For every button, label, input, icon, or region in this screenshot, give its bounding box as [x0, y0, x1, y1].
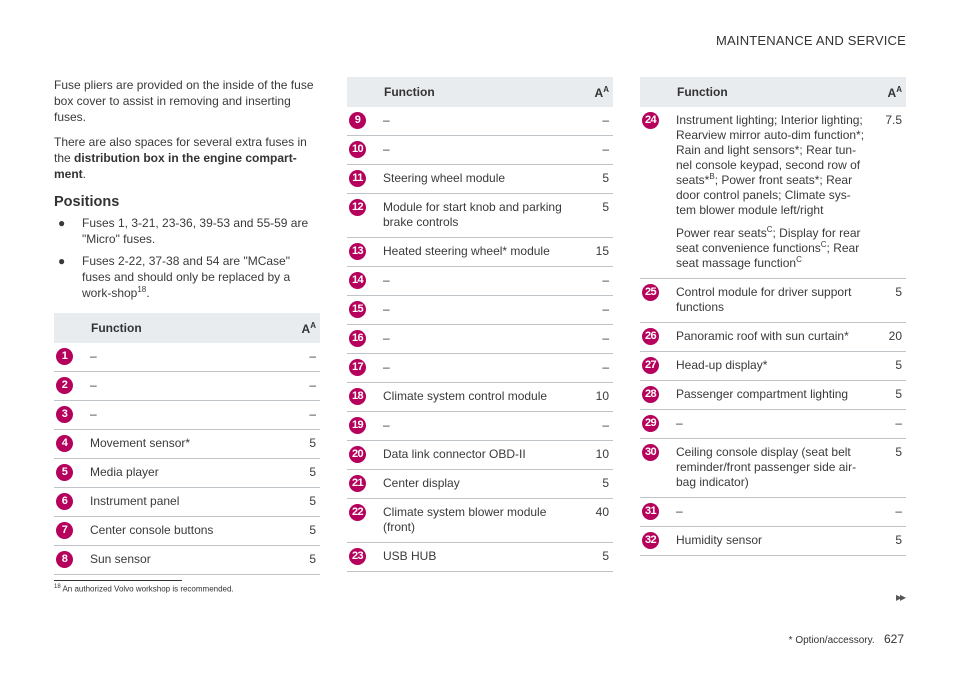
fuse-amperage: –: [574, 136, 613, 165]
fuse-number-cell: [347, 412, 383, 441]
fuse-amperage: –: [574, 296, 613, 325]
fuse-number-badge: 4: [56, 435, 73, 452]
fuse-amperage: 40: [574, 499, 613, 543]
fuse-row: [347, 470, 613, 499]
fuse-number-badge: 10: [349, 141, 366, 158]
table-note-ref: C: [796, 255, 802, 264]
fuse-row: [54, 372, 320, 401]
fuse-function: –: [383, 412, 574, 441]
fuse-number-cell: [54, 343, 90, 372]
fuse-number-badge: 22: [349, 504, 366, 521]
fuse-number-badge: 11: [349, 170, 366, 187]
header-number-cell: [54, 313, 90, 343]
header-amperage-note: A: [603, 84, 609, 94]
table-header-row: [54, 313, 320, 343]
bullet-icon: ●: [58, 216, 66, 230]
right-column: [640, 77, 906, 556]
fuse-function: Ceiling console display (seat belt reminder/front passenger side air-bag indicator): [676, 439, 867, 498]
fuse-row: [347, 543, 613, 572]
fuse-function: Data link connector OBD-II: [383, 441, 574, 470]
header-amperage-note: A: [896, 84, 902, 94]
fuse-row: [640, 527, 906, 556]
fuse-function: Media player: [90, 459, 281, 488]
fuse-function: [676, 107, 867, 279]
fuse-number-cell: [347, 441, 383, 470]
fuse-number-cell: [347, 383, 383, 412]
fuse-row: [347, 383, 613, 412]
fuse-table-3: [640, 77, 906, 556]
fuse-amperage: 5: [574, 194, 613, 238]
bullet-text: Fuses 1, 3-21, 23-36, 39-53 and 55-59 are "Micro" fuses.: [82, 216, 309, 246]
fuse-number-badge: 3: [56, 406, 73, 423]
fuse-number-cell: [640, 410, 676, 439]
fuse-row: [640, 410, 906, 439]
fuse-number-badge: 15: [349, 301, 366, 318]
footnote-number: 18: [54, 584, 61, 590]
fuse-amperage: –: [281, 401, 320, 430]
header-amperage-note: A: [310, 320, 316, 330]
fuse-amperage: –: [281, 343, 320, 372]
fuse-amperage: 15: [574, 238, 613, 267]
fuse-number-cell: [347, 238, 383, 267]
fuse-number-cell: [640, 107, 676, 279]
engine-compartment-box-ref: distribution box in the engine compart-ment: [54, 151, 297, 181]
fuse-amperage: 5: [867, 439, 906, 498]
fuse-function: –: [383, 296, 574, 325]
fuse-number-badge: 2: [56, 377, 73, 394]
fuse-number-cell: [347, 165, 383, 194]
fuse-number-cell: [640, 381, 676, 410]
fuse-function-paragraph: Power rear seats$^C$; Display for rear seat convenience functions$^C$; Rear seat massage function$^C$: [676, 225, 861, 270]
fuse-function: Control module for driver support functions: [676, 279, 867, 323]
running-header: MAINTENANCE AND SERVICE: [715, 33, 906, 48]
fuse-amperage: –: [867, 498, 906, 527]
bullet-item: [54, 215, 320, 247]
fuse-function: Module for start knob and parking brake controls: [383, 194, 574, 238]
header-number-cell: [640, 77, 676, 107]
fuse-row: [54, 546, 320, 575]
fuse-row: [640, 439, 906, 498]
fuse-number-badge: 1: [56, 348, 73, 365]
fuse-amperage: –: [574, 412, 613, 441]
fuse-function: –: [383, 107, 574, 136]
fuse-number-badge: 25: [642, 284, 659, 301]
fuse-function: Heated steering wheel* module: [383, 238, 574, 267]
page-footer: [789, 632, 904, 646]
fuse-function: Steering wheel module: [383, 165, 574, 194]
footnote: [54, 580, 354, 594]
table-note-ref: C: [820, 240, 827, 249]
fuse-function: Center console buttons: [90, 517, 281, 546]
fuse-amperage: 5: [574, 470, 613, 499]
fuse-row: [347, 194, 613, 238]
fuse-amperage: –: [574, 107, 613, 136]
fuse-row: [347, 267, 613, 296]
option-accessory-note: * Option/accessory.: [788, 635, 875, 646]
fuse-amperage: 5: [867, 381, 906, 410]
next-page-arrows-icon: ▸▸: [895, 590, 904, 604]
fuse-number-cell: [640, 439, 676, 498]
fuse-row: [54, 459, 320, 488]
fuse-number-cell: [54, 430, 90, 459]
fuse-amperage: 5: [281, 546, 320, 575]
page-number: 627: [883, 632, 904, 646]
fuse-amperage: 7.5: [867, 107, 906, 279]
fuse-function: Passenger compartment lighting: [676, 381, 867, 410]
fuse-number-cell: [640, 498, 676, 527]
fuse-number-cell: [54, 401, 90, 430]
fuse-row: [640, 323, 906, 352]
table-header-row: [347, 77, 613, 107]
fuse-function: Panoramic roof with sun curtain*: [676, 323, 867, 352]
fuse-number-cell: [640, 279, 676, 323]
fuse-function: –: [383, 325, 574, 354]
fuse-row: [640, 381, 906, 410]
fuse-amperage: –: [867, 410, 906, 439]
fuse-row: [347, 354, 613, 383]
fuse-number-badge: 32: [642, 532, 659, 549]
fuse-number-cell: [640, 527, 676, 556]
fuse-amperage: 10: [574, 383, 613, 412]
fuse-number-cell: [54, 488, 90, 517]
bullet-text-end: .: [146, 286, 150, 300]
footnote-rule: [54, 580, 182, 581]
bullet-item: [54, 253, 320, 301]
intro-paragraph-2-end: .: [82, 167, 87, 181]
bullet-text-main: Fuses 2-22, 37-38 and 54 are "MCase" fuses and should only be replaced by a work-shop: [82, 254, 291, 300]
intro-paragraph-1: Fuse pliers are provided on the inside of the fuse box cover to assist in removing and inserting fuses.: [54, 78, 314, 124]
fuse-number-badge: 9: [349, 112, 366, 129]
fuse-number-cell: [54, 459, 90, 488]
fuse-row: [54, 488, 320, 517]
fuse-function: Head-up display*: [676, 352, 867, 381]
fuse-function: –: [90, 401, 281, 430]
fuse-number-cell: [347, 107, 383, 136]
fuse-row: [347, 412, 613, 441]
fuse-row: [54, 517, 320, 546]
fuse-row: [640, 498, 906, 527]
table-note-ref: B: [709, 172, 715, 181]
fuse-row: [347, 238, 613, 267]
fuse-number-badge: 30: [642, 444, 659, 461]
fuse-function: Sun sensor: [90, 546, 281, 575]
fuse-row: [640, 352, 906, 381]
fuse-number-cell: [347, 267, 383, 296]
positions-heading: Positions: [54, 194, 120, 210]
fuse-amperage: 5: [867, 352, 906, 381]
fuse-number-badge: 16: [349, 330, 366, 347]
fuse-function: Humidity sensor: [676, 527, 867, 556]
table-header-row: [640, 77, 906, 107]
fuse-function: –: [90, 372, 281, 401]
fuse-number-badge: 5: [56, 464, 73, 481]
header-amperage: $A^A$: [574, 77, 613, 107]
fuse-row: [347, 136, 613, 165]
fuse-function: –: [90, 343, 281, 372]
header-amperage: $A^A$: [867, 77, 906, 107]
fuse-row: [54, 401, 320, 430]
fuse-function: Climate system blower module (front): [383, 499, 574, 543]
header-function: Function: [676, 77, 867, 107]
fuse-number-badge: 20: [349, 446, 366, 463]
left-column: [54, 77, 320, 575]
fuse-number-badge: 24: [642, 112, 659, 129]
fuse-table-1: [54, 313, 320, 575]
header-function: Function: [90, 313, 281, 343]
fuse-number-cell: [347, 470, 383, 499]
fuse-number-badge: 27: [642, 357, 659, 374]
fuse-amperage: 5: [574, 543, 613, 572]
fuse-number-badge: 7: [56, 522, 73, 539]
fuse-amperage: 5: [281, 488, 320, 517]
fuse-number-badge: 14: [349, 272, 366, 289]
fuse-number-badge: 31: [642, 503, 659, 520]
fuse-amperage: 5: [281, 459, 320, 488]
fuse-row: [347, 296, 613, 325]
intro-paragraph-2-text: There are also spaces for several extra fuses in the: [54, 135, 307, 165]
footnote-ref: 18: [137, 285, 147, 294]
table-note-ref: C: [766, 225, 773, 234]
fuse-number-cell: [347, 354, 383, 383]
fuse-row: [347, 325, 613, 354]
fuse-row: [347, 107, 613, 136]
header-amperage: $A^A$: [281, 313, 320, 343]
fuse-amperage: –: [574, 354, 613, 383]
fuse-number-badge: 19: [349, 417, 366, 434]
fuse-number-cell: [640, 323, 676, 352]
fuse-number-cell: [347, 325, 383, 354]
bullet-icon: ●: [58, 254, 66, 268]
header-function: Function: [383, 77, 574, 107]
fuse-function: –: [383, 354, 574, 383]
fuse-number-badge: 12: [349, 199, 366, 216]
fuse-row: [54, 343, 320, 372]
middle-column: [347, 77, 613, 572]
fuse-row: [640, 107, 906, 279]
fuse-number-badge: 26: [642, 328, 659, 345]
fuse-amperage: 5: [281, 517, 320, 546]
fuse-row: [347, 441, 613, 470]
fuse-function: Climate system control module: [383, 383, 574, 412]
fuse-number-badge: 29: [642, 415, 659, 432]
fuse-number-cell: [54, 372, 90, 401]
fuse-number-cell: [347, 136, 383, 165]
fuse-number-cell: [347, 543, 383, 572]
fuse-function: –: [676, 410, 867, 439]
fuse-amperage: 5: [281, 430, 320, 459]
fuse-number-badge: 13: [349, 243, 366, 260]
fuse-function: Movement sensor*: [90, 430, 281, 459]
fuse-function: –: [383, 267, 574, 296]
fuse-row: [54, 430, 320, 459]
intro-text: [54, 77, 320, 182]
fuse-amperage: 5: [867, 279, 906, 323]
fuse-number-badge: 6: [56, 493, 73, 510]
fuse-row: [347, 165, 613, 194]
header-number-cell: [347, 77, 383, 107]
fuse-number-cell: [347, 296, 383, 325]
fuse-number-cell: [54, 546, 90, 575]
fuse-function: –: [676, 498, 867, 527]
fuse-number-cell: [54, 517, 90, 546]
fuse-number-badge: 8: [56, 551, 73, 568]
footnote-text: An authorized Volvo workshop is recommended.: [62, 584, 234, 594]
fuse-number-cell: [347, 194, 383, 238]
bullet-text: [82, 253, 320, 301]
fuse-amperage: 5: [574, 165, 613, 194]
fuse-number-badge: 17: [349, 359, 366, 376]
fuse-amperage: –: [574, 267, 613, 296]
fuse-function: –: [383, 136, 574, 165]
fuse-amperage: 10: [574, 441, 613, 470]
fuse-number-badge: 23: [349, 548, 366, 565]
fuse-amperage: 5: [867, 527, 906, 556]
fuse-function-paragraph: Instrument lighting; Interior lighting; Rearview mirror auto-dim function*; Rain and light sensors*; Rear tun-nel console keypad, second row of seats*$^B$; Power front seats*; Rear door control panels; Climate sys-tem blower module left/right: [676, 113, 865, 217]
fuse-number-cell: [347, 499, 383, 543]
fuse-number-badge: 28: [642, 386, 659, 403]
fuse-number-badge: 18: [349, 388, 366, 405]
fuse-row: [640, 279, 906, 323]
fuse-number-cell: [640, 352, 676, 381]
fuse-function: USB HUB: [383, 543, 574, 572]
fuse-number-badge: 21: [349, 475, 366, 492]
fuse-table-2: [347, 77, 613, 572]
fuse-function: Center display: [383, 470, 574, 499]
intro-paragraph-2: [54, 134, 320, 182]
fuse-function: Instrument panel: [90, 488, 281, 517]
fuse-amperage: –: [574, 325, 613, 354]
fuse-row: [347, 499, 613, 543]
fuse-amperage: –: [281, 372, 320, 401]
fuse-amperage: 20: [867, 323, 906, 352]
